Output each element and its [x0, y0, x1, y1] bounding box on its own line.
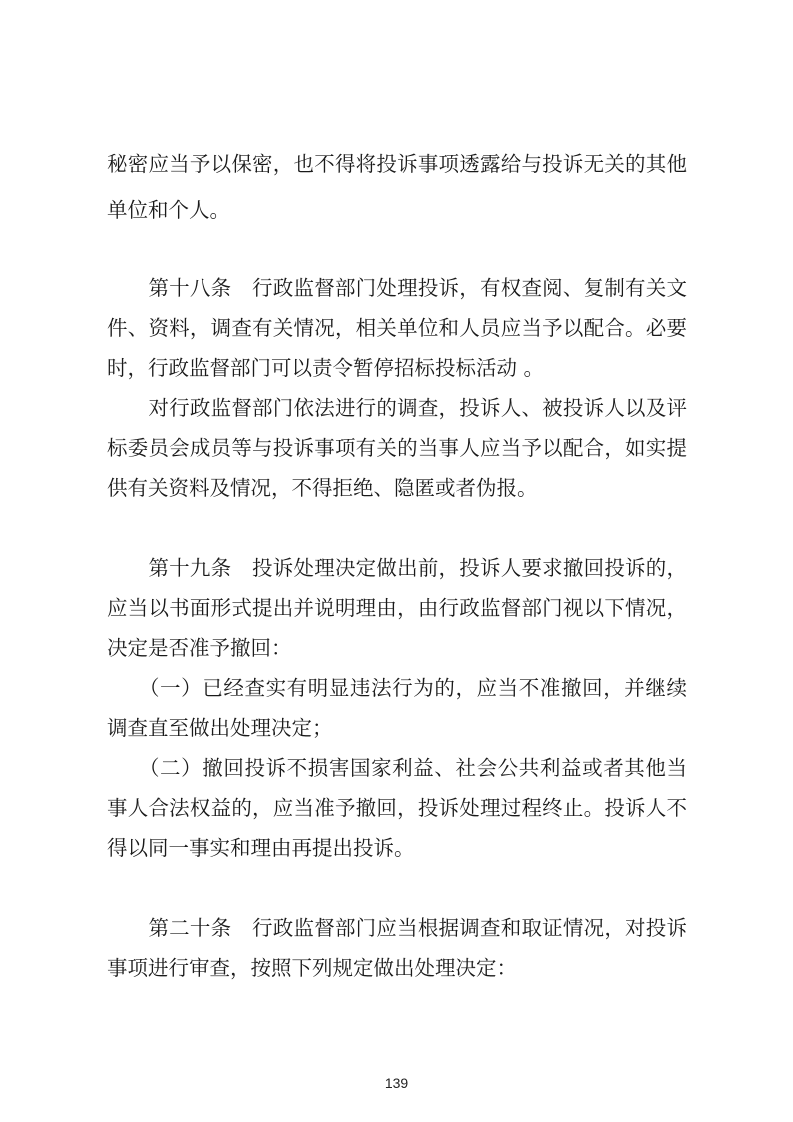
text-line: 单位和个人。 [107, 198, 230, 222]
text-line: 得以同一事实和理由再提出投诉。 [107, 836, 415, 860]
text-line: 应当以书面形式提出并说明理由，由行政监督部门视以下情况， [107, 596, 687, 620]
text-line: 件、资料，调查有关情况，相关单位和人员应当予以配合。必要 [107, 316, 687, 340]
text-line: 事人合法权益的，应当准予撤回，投诉处理过程终止。投诉人不 [107, 796, 687, 820]
text-line: （一）已经查实有明显违法行为的，应当不准撤回，并继续 [107, 676, 687, 700]
text-line: 对行政监督部门依法进行的调查，投诉人、被投诉人以及评 [107, 396, 687, 420]
text-line: 第十八条 行政监督部门处理投诉，有权查阅、复制有关文 [107, 276, 687, 300]
text-line: 第二十条 行政监督部门应当根据调查和取证情况，对投诉 [107, 916, 687, 940]
text-line: 标委员会成员等与投诉事项有关的当事人应当予以配合，如实提 [107, 436, 687, 460]
page-number: 139 [384, 1075, 409, 1091]
text-line: 决定是否准予撤回： [107, 636, 292, 660]
text-line: 第十九条 投诉处理决定做出前，投诉人要求撤回投诉的， [107, 556, 687, 580]
text-line: （二）撤回投诉不损害国家利益、社会公共利益或者其他当 [107, 756, 687, 780]
text-line: 时，行政监督部门可以责令暂停招标投标活动 。 [107, 356, 545, 380]
text-line: 供有关资料及情况，不得拒绝、隐匿或者伪报。 [107, 476, 538, 500]
text-line: 事项进行审查，按照下列规定做出处理决定： [107, 956, 517, 980]
text-line: 调查直至做出处理决定； [107, 716, 333, 740]
text-line: 秘密应当予以保密，也不得将投诉事项透露给与投诉无关的其他 [107, 152, 687, 176]
